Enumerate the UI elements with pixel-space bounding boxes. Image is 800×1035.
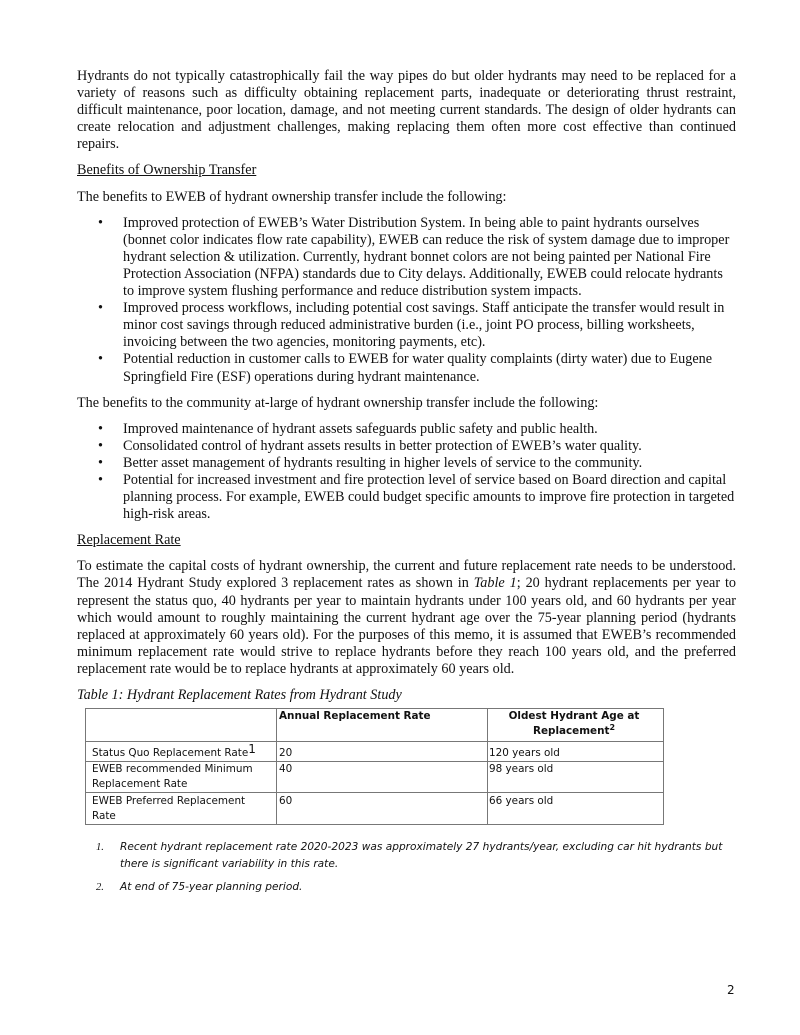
table-caption: Table 1: Hydrant Replacement Rates from Hydrant Study	[77, 687, 402, 703]
intro-paragraph: Hydrants do not typically catastrophically fail the way pipes do but older hydrants may need to be replaced for a variety of reasons such as difficulty obtaining replacement parts, inadequate or deteriorating thrust restraint, difficult maintenance, poor location, damage, and not meeting current standards. The design of older hydrants can create relocation and adjustment challenges, making replacing them often more cost effective than continued repairs.	[77, 68, 736, 153]
table-header-row	[86, 709, 664, 742]
section-heading-benefits: Benefits of Ownership Transfer	[77, 162, 257, 179]
document-page	[77, 68, 736, 902]
row-label-text: Status Quo Replacement Rate	[92, 747, 249, 760]
list-item: • Better asset management of hydrants resulting in higher levels of service to the community.	[123, 455, 736, 472]
footnote-number: 2.	[96, 882, 104, 894]
page-number: 2	[727, 983, 735, 997]
header-text: Oldest Hydrant Age at Replacement	[508, 710, 640, 738]
footnote-number: 1.	[96, 842, 104, 854]
table-header-cell: Annual Replacement Rate	[277, 709, 488, 742]
row-label	[86, 742, 277, 762]
replacement-rates-table	[85, 708, 664, 825]
age-cell: 66 years old	[488, 793, 664, 825]
paragraph-text: To estimate the capital costs of hydrant ownership, the current and future replacement rate needs to be understood. The 2014 Hydrant Study explored 3 replacement rates as shown in	[77, 558, 736, 592]
list-item: • Potential reduction in customer calls to EWEB for water quality complaints (dirty water) due to Eugene Springfield Fire (ESF) operations during hydrant maintenance.	[123, 351, 736, 385]
list-item: • Improved process workflows, including potential cost savings. Staff anticipate the transfer would result in minor cost savings through reduced administrative burden (i.e., joint PO process, billing worksheets, invoicing between the two agencies, monitoring payments, etc).	[123, 300, 736, 351]
table-header-cell	[488, 709, 664, 742]
row-label: EWEB recommended Minimum Replacement Rate	[86, 762, 277, 793]
row-label: EWEB Preferred Replacement Rate	[86, 793, 277, 825]
footnote	[96, 879, 736, 896]
list-item: • Consolidated control of hydrant assets results in better protection of EWEB’s water quality.	[123, 438, 736, 455]
list-item: • Improved protection of EWEB’s Water Distribution System. In being able to paint hydrants ourselves (bonnet color indicates flow rate capability), EWEB can reduce the risk of system damage due to improper hydrant selection & utilization. Currently, hydrant bonnet colors are not being painted per National Fire Protection Association (NFPA) standards due to City delays. Additionally, EWEB could relocate hydrants to improve system flushing performance and reduce distribution system impacts.	[123, 215, 736, 300]
paragraph-text: ; 20 hydrant replacements per year to represent the status quo, 40 hydrants per year to maintain hydrants under 100 years old, and 60 hydrants per year which would amount to roughly maintaining the current hydrant age over the 75-year planning period (hydrants replaced at approximately 60 years old). For the purposes of this memo, it is assumed that EWEB’s recommended minimum replacement rate would strive to replace hydrants before they reach 100 years old, and the preferred replacement rate would be to replace hydrants at approximately 60 years old.	[77, 575, 737, 677]
table-row	[86, 742, 664, 762]
community-benefits-list	[77, 421, 736, 524]
footnote-text: At end of 75-year planning period.	[120, 881, 303, 894]
table-row	[86, 793, 664, 825]
table-row	[86, 762, 664, 793]
list-item: • Potential for increased investment and fire protection level of service based on Board direction and capital planning process. For example, EWEB could budget specific amounts to improve fire protection in targeted high-risk areas.	[123, 472, 736, 523]
rate-cell: 20	[277, 742, 488, 762]
eweb-benefits-list	[77, 215, 736, 386]
rate-cell: 60	[277, 793, 488, 825]
replacement-rate-paragraph	[77, 558, 736, 678]
footnote-text: Recent hydrant replacement rate 2020-2023 was approximately 27 hydrants/year, excluding car hit hydrants but there is significant variability in this rate.	[120, 841, 723, 871]
footnote-marker: 2	[609, 723, 616, 733]
rate-cell: 40	[277, 762, 488, 793]
list-item: • Improved maintenance of hydrant assets safeguards public safety and public health.	[123, 421, 736, 438]
community-benefits-intro: The benefits to the community at-large of hydrant ownership transfer include the following:	[77, 394, 599, 411]
eweb-benefits-intro: The benefits to EWEB of hydrant ownership transfer include the following:	[77, 188, 507, 205]
footnote	[96, 839, 736, 873]
section-heading-replacement-rate: Replacement Rate	[77, 532, 181, 549]
age-cell: 120 years old	[488, 742, 664, 762]
table-header-cell	[86, 709, 277, 742]
table-footnotes	[96, 839, 736, 896]
age-cell: 98 years old	[488, 762, 664, 793]
table-reference: Table 1	[473, 575, 517, 592]
footnote-marker: 1	[248, 742, 256, 757]
